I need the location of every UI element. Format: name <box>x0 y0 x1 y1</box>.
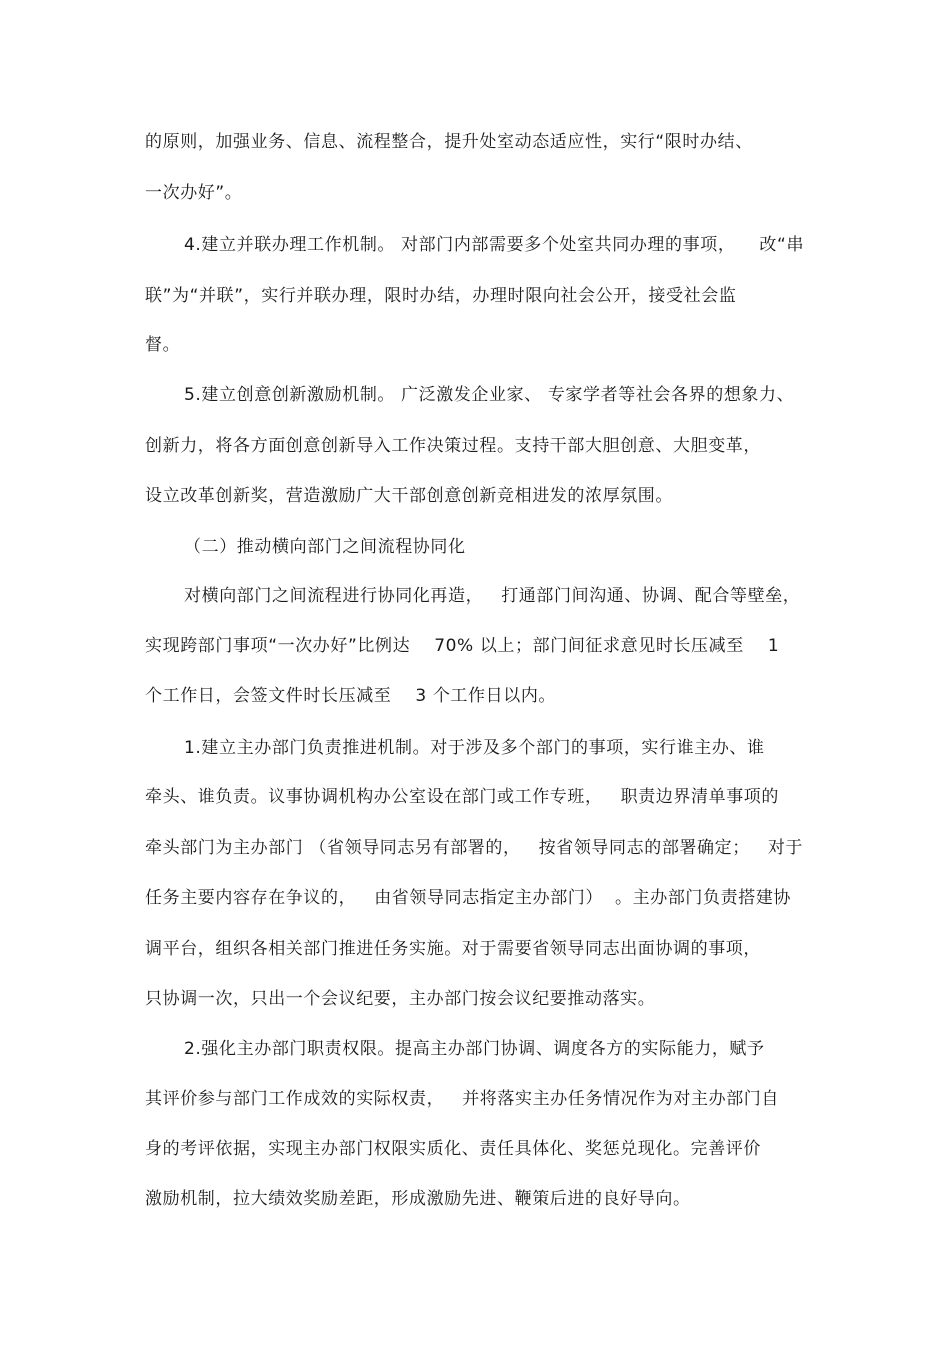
text-line-14: 牵头、谁负责。议事协调机构办公室设在部门或工作专班， 职责边界清单事项的 <box>145 787 780 807</box>
text-line-6: 5.建立创意创新激励机制。 广泛激发企业家、 专家学者等社会各界的想象力、 <box>184 385 795 405</box>
section-heading: （二）推动横向部门之间流程协同化 <box>184 537 466 557</box>
text-line-22: 激励机制，拉大绩效奖励差距，形成激励先进、鞭策后进的良好导向。 <box>145 1189 691 1209</box>
text-line-20: 其评价参与部门工作成效的实际权责， 并将落实主办任务情况作为对主办部门自 <box>145 1089 780 1109</box>
text-line-19: 2.强化主办部门职责权限。提高主办部门协调、调度各方的实际能力，赋予 <box>184 1039 765 1059</box>
text-line-16: 任务主要内容存在争议的， 由省领导同志指定主办部门） 。主办部门负责搭建协 <box>145 888 792 908</box>
text-line-4: 联”为“并联”，实行并联办理，限时办结，办理时限向社会公开，接受社会监 <box>145 286 737 306</box>
text-line-11: 实现跨部门事项“一次办好”比例达 70% 以上；部门间征求意见时长压减至 1 <box>145 636 780 656</box>
text-line-1: 的原则，加强业务、信息、流程整合，提升处室动态适应性，实行“限时办结、 <box>145 132 753 152</box>
text-line-18: 只协调一次，只出一个会议纪要，主办部门按会议纪要推动落实。 <box>145 989 656 1009</box>
text-line-21: 身的考评依据，实现主办部门权限实质化、责任具体化、奖惩兑现化。完善评价 <box>145 1139 761 1159</box>
text-line-3: 4.建立并联办理工作机制。 对部门内部需要多个处室共同办理的事项， 改“串 <box>184 235 805 255</box>
text-line-5: 督。 <box>145 335 181 355</box>
text-line-7: 创新力，将各方面创意创新导入工作决策过程。支持干部大胆创意、大胆变革， <box>145 436 761 456</box>
text-line-2: 一次办好”。 <box>145 183 243 203</box>
text-line-13: 1.建立主办部门负责推进机制。对于涉及多个部门的事项，实行谁主办、谁 <box>184 738 765 758</box>
text-line-17: 调平台，组织各相关部门推进任务实施。对于需要省领导同志出面协调的事项， <box>145 939 761 959</box>
text-line-15: 牵头部门为主办部门 （省领导同志另有部署的， 按省领导同志的部署确定； 对于 <box>145 838 804 858</box>
text-line-10: 对横向部门之间流程进行协同化再造， 打通部门间沟通、协调、配合等壁垒， <box>184 586 801 606</box>
text-line-8: 设立改革创新奖，营造激励广大干部创意创新竞相进发的浓厚氛围。 <box>145 486 673 506</box>
text-line-12: 个工作日，会签文件时长压减至 3 个工作日以内。 <box>145 686 557 706</box>
